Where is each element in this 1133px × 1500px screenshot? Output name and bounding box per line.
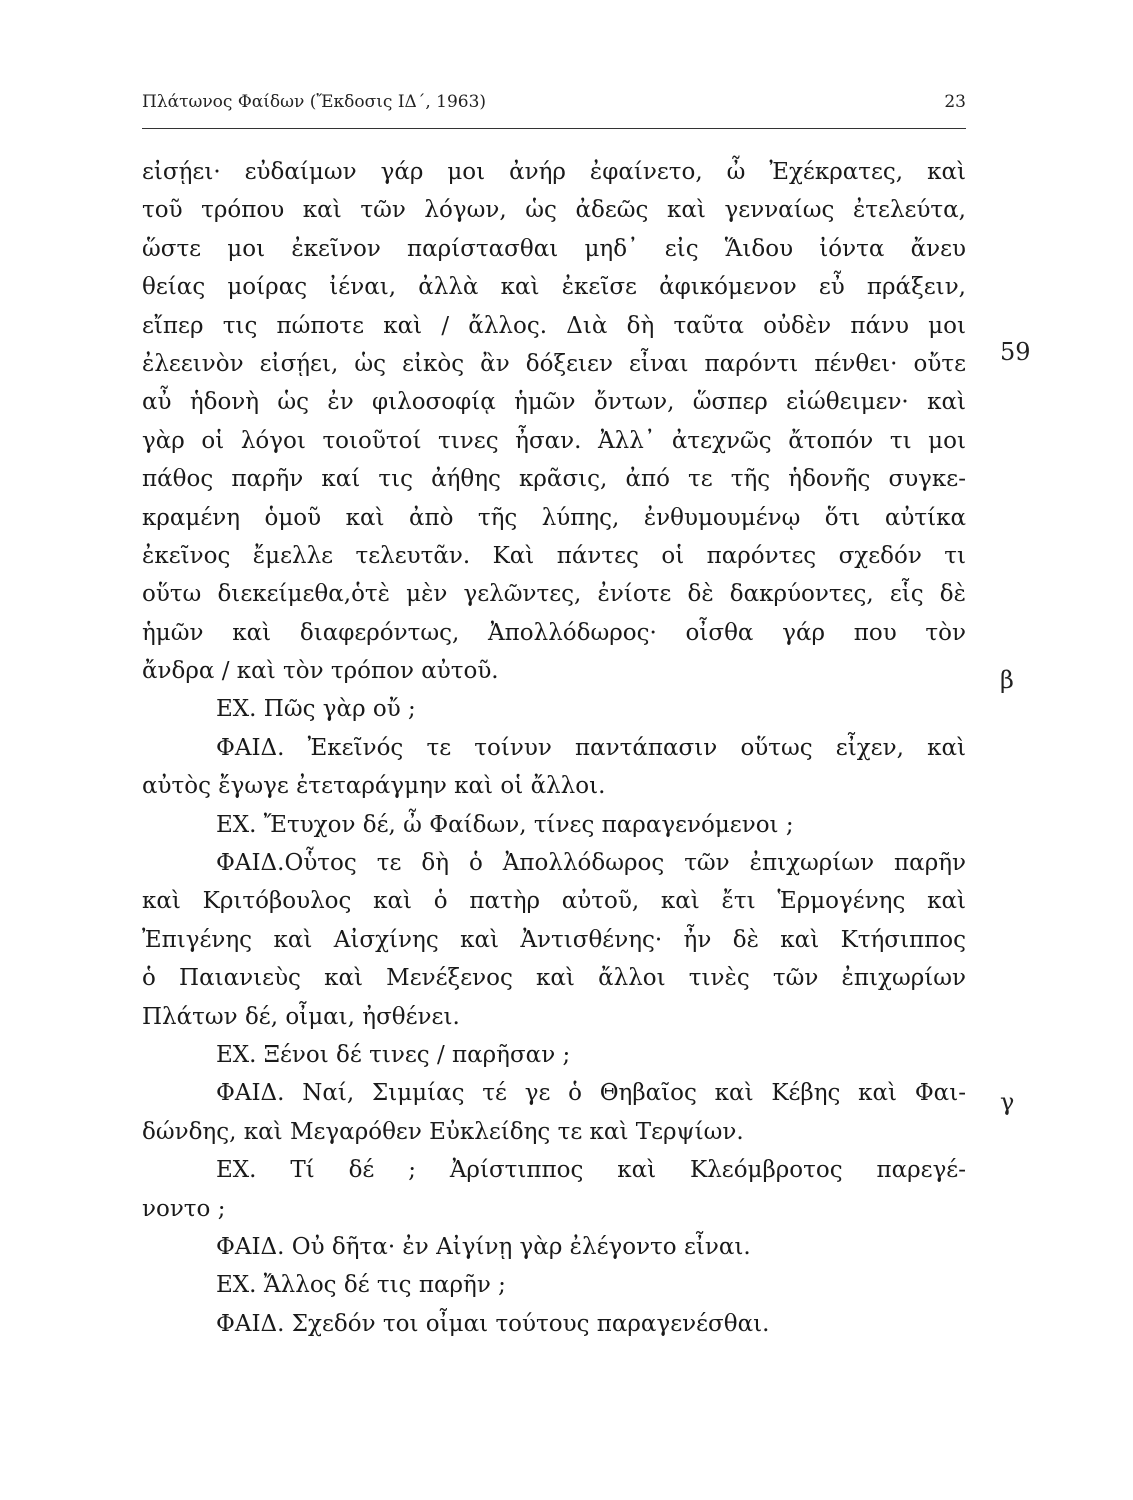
text-line: πάθος παρῆν καί τις ἀήθης κρᾶσις, ἀπό τε τῆς ἡδονῆς συγκε- <box>142 466 966 493</box>
dialogue-line: ΕΧ. Ἔτυχον δέ, ὦ Φαίδων, τίνες παραγενόμενοι ; <box>216 811 794 838</box>
text-line: νοντο ; <box>142 1195 226 1222</box>
page-number: 23 <box>944 92 966 112</box>
text-line: δώνδης, καὶ Μεγαρόθεν Εὐκλείδης τε καὶ Τερψίων. <box>142 1118 744 1145</box>
dialogue-line: ΦΑΙΔ. Ναί, Σιμμίας τέ γε ὁ Θηβαῖος καὶ Κέβης καὶ Φαι- <box>216 1080 966 1107</box>
dialogue-line: ΕΧ. Ἄλλος δέ τις παρῆν ; <box>216 1272 506 1299</box>
text-line: εἰσῄει· εὐδαίμων γάρ μοι ἀνήρ ἐφαίνετο, ὦ Ἐχέκρατες, καὶ <box>142 159 966 185</box>
text-line: Ἐπιγένης καὶ Αἰσχίνης καὶ Ἀντισθένης· ἦν δὲ καὶ Κτήσιππος <box>142 926 966 953</box>
dialogue-line: ΦΑΙΔ. Σχεδόν τοι οἶμαι τούτους παραγενέσθαι. <box>216 1310 770 1337</box>
text-line: ὁ Παιανιεὺς καὶ Μενέξενος καὶ ἄλλοι τινὲς τῶν ἐπιχωρίων <box>142 965 966 992</box>
running-header <box>142 92 966 112</box>
body-text <box>142 153 966 1343</box>
text-line: εἴπερ τις πώποτε καὶ / ἄλλος. Διὰ δὴ ταῦτα οὐδὲν πάνυ μοι <box>142 312 966 339</box>
running-title: Πλάτωνος Φαίδων (Ἔκδοσις ΙΔ΄, 1963) <box>142 92 487 112</box>
stephanus-ref-59: 59 <box>1000 338 1031 366</box>
stephanus-ref-b: β <box>1000 666 1014 694</box>
text-line: αὖ ἡδονὴ ὡς ἐν φιλοσοφίᾳ ἡμῶν ὄντων, ὥσπερ εἰώθειμεν· καὶ <box>142 389 966 416</box>
dialogue-line: ΕΧ. Πῶς γὰρ οὔ ; <box>216 696 416 723</box>
text-line: Πλάτων δέ, οἶμαι, ἠσθένει. <box>142 1003 460 1030</box>
dialogue-line: ΕΧ. Τί δέ ; Ἀρίστιππος καὶ Κλεόμβροτος παρεγέ- <box>216 1157 966 1184</box>
text-line: τοῦ τρόπου καὶ τῶν λόγων, ὡς ἀδεῶς καὶ γενναίως ἐτελεύτα, <box>142 197 966 224</box>
text-line: ἡμῶν καὶ διαφερόντως, Ἀπολλόδωρος· οἶσθα γάρ που τὸν <box>142 619 966 646</box>
dialogue-line: ΦΑΙΔ.Οὗτος τε δὴ ὁ Ἀπολλόδωρος τῶν ἐπιχωρίων παρῆν <box>216 850 966 877</box>
text-line: γὰρ οἱ λόγοι τοιοῦτοί τινες ἦσαν. Ἀλλ᾽ ἀτεχνῶς ἄτοπόν τι μοι <box>142 427 966 454</box>
text-line: καὶ Κριτόβουλος καὶ ὁ πατὴρ αὐτοῦ, καὶ ἔτι Ἑρμογένης καὶ <box>142 888 966 915</box>
dialogue-line: ΕΧ. Ξένοι δέ τινες / παρῆσαν ; <box>216 1041 571 1068</box>
text-line: οὕτω διεκείμεθα,ὁτὲ μὲν γελῶντες, ἐνίοτε δὲ δακρύοντες, εἷς δὲ <box>142 581 966 608</box>
dialogue-line: ΦΑΙΔ. Ἐκεῖνός τε τοίνυν παντάπασιν οὕτως εἶχεν, καὶ <box>216 734 966 761</box>
text-line: θείας μοίρας ἰέναι, ἀλλὰ καὶ ἐκεῖσε ἀφικόμενον εὖ πράξειν, <box>142 274 966 301</box>
text-line: ὥστε μοι ἐκεῖνον παρίστασθαι μηδ᾽ εἰς Ἅιδου ἰόντα ἄνευ <box>142 235 966 262</box>
text-line: ἐκεῖνος ἔμελλε τελευτᾶν. Καὶ πάντες οἱ παρόντες σχεδόν τι <box>142 542 966 569</box>
text-line: κραμένη ὁμοῦ καὶ ἀπὸ τῆς λύπης, ἐνθυμουμένῳ ὅτι αὐτίκα <box>142 504 966 531</box>
text-line: ἐλεεινὸν εἰσῄει, ὡς εἰκὸς ἂν δόξειεν εἶναι παρόντι πένθει· οὔτε <box>142 350 966 377</box>
header-rule <box>142 128 966 129</box>
stephanus-ref-c: γ <box>1000 1088 1015 1116</box>
text-line: αὐτὸς ἔγωγε ἐτεταράγμην καὶ οἱ ἄλλοι. <box>142 773 606 800</box>
text-line: ἄνδρα / καὶ τὸν τρόπον αὐτοῦ. <box>142 658 499 685</box>
dialogue-line: ΦΑΙΔ. Οὐ δῆτα· ἐν Αἰγίνῃ γὰρ ἐλέγοντο εἶναι. <box>216 1233 751 1260</box>
